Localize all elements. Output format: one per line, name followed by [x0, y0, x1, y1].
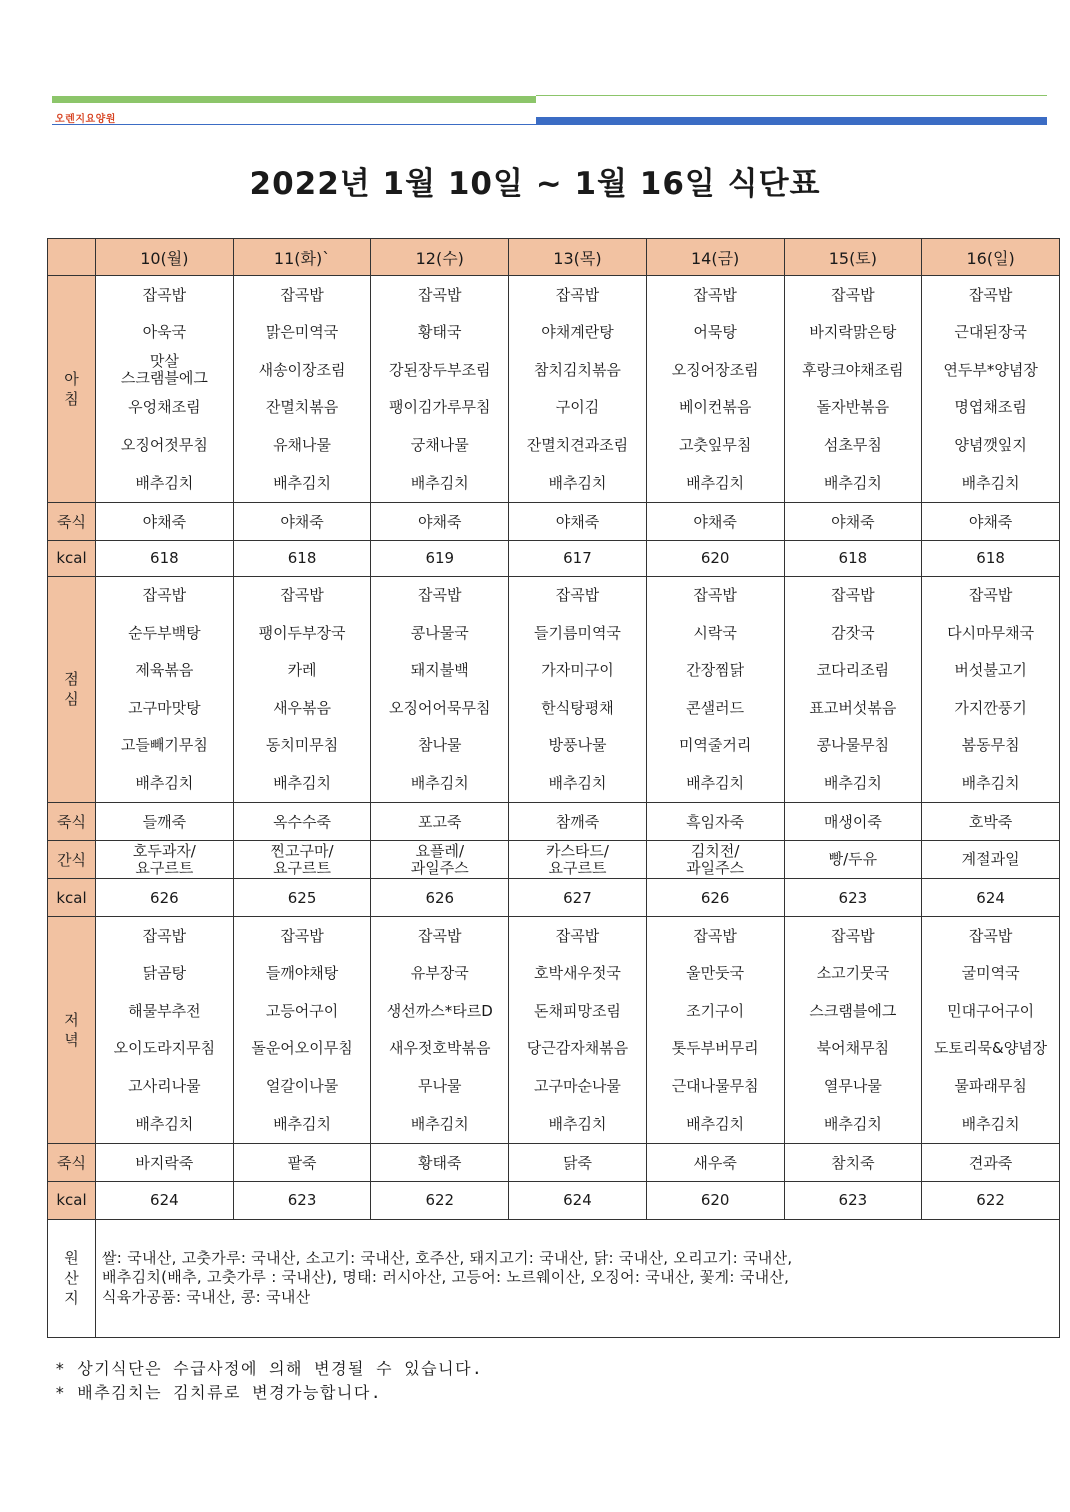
porridge-cell: 야채죽 — [646, 502, 784, 540]
lunch-kcal-row — [48, 879, 1060, 917]
menu-item: 배추김치 — [823, 473, 882, 492]
kcal-cell: 618 — [96, 540, 234, 576]
porridge-cell: 야채죽 — [784, 502, 922, 540]
menu-item: 가자미구이 — [541, 661, 614, 680]
meal-cell — [922, 917, 1060, 1144]
menu-item: 고춧잎무침 — [678, 435, 752, 454]
porridge-label: 죽식 — [48, 502, 96, 540]
menu-item: 굴미역국 — [961, 964, 1020, 983]
menu-item: 베이컨볶음 — [678, 398, 752, 417]
meal-cell — [509, 576, 647, 803]
meal-cell — [371, 917, 509, 1144]
porridge-cell: 야채죽 — [96, 502, 234, 540]
kcal-cell: 620 — [646, 1181, 784, 1219]
kcal-cell: 626 — [646, 879, 784, 917]
kcal-cell: 625 — [233, 879, 371, 917]
menu-item: 배추김치 — [273, 1114, 332, 1133]
menu-item: 잡곡밥 — [142, 285, 187, 304]
dinner-kcal-row — [48, 1181, 1060, 1219]
menu-item: 도토리묵&양념장 — [934, 1039, 1048, 1058]
menu-item: 잡곡밥 — [968, 926, 1013, 945]
menu-item: 배추김치 — [410, 1114, 469, 1133]
menu-item: 순두부백탕 — [128, 623, 201, 642]
menu-item: 잡곡밥 — [555, 926, 600, 945]
footnote: * 배추김치는 김치류로 변경가능합니다. — [55, 1383, 382, 1402]
menu-item: 배추김치 — [961, 1114, 1020, 1133]
header-blue-line — [52, 124, 536, 125]
kcal-cell: 620 — [646, 540, 784, 576]
porridge-label: 죽식 — [48, 1143, 96, 1181]
menu-item: 잡곡밥 — [418, 926, 462, 945]
meal-cell — [509, 917, 647, 1144]
kcal-cell: 626 — [96, 879, 234, 917]
day-header: 10(월) — [96, 239, 234, 276]
menu-item: 고구마맛탕 — [128, 698, 201, 717]
menu-item: 동치미무침 — [265, 736, 339, 755]
porridge-cell: 야채죽 — [233, 502, 371, 540]
menu-item: 돌운어오이무침 — [251, 1039, 353, 1058]
kcal-cell: 617 — [509, 540, 647, 576]
meal-cell — [922, 276, 1060, 503]
breakfast-label: 아 침 — [48, 276, 96, 503]
menu-item: 조기구이 — [686, 1001, 745, 1020]
menu-item: 카레 — [287, 661, 317, 680]
kcal-cell: 619 — [371, 540, 509, 576]
lunch-snack-row — [48, 841, 1060, 879]
meal-cell — [371, 576, 509, 803]
menu-item: 잡곡밥 — [418, 285, 462, 304]
meal-cell — [784, 576, 922, 803]
menu-item: 미역줄거리 — [678, 736, 752, 755]
menu-item: 돌자반볶음 — [816, 398, 890, 417]
menu-item: 배추김치 — [961, 473, 1020, 492]
meal-cell — [509, 276, 647, 503]
menu-item: 잡곡밥 — [968, 586, 1013, 605]
snack-cell: 계절과일 — [922, 841, 1060, 879]
origin-label: 원 산 지 — [48, 1219, 96, 1337]
snack-cell: 김치전/ 과일주스 — [646, 841, 784, 879]
meal-cell — [646, 276, 784, 503]
menu-item: 돈채피망조림 — [533, 1001, 621, 1020]
dinner-label: 저 녁 — [48, 917, 96, 1144]
menu-item: 배추김치 — [410, 774, 469, 793]
menu-item: 콩나물국 — [410, 623, 469, 642]
porridge-cell: 바지락죽 — [96, 1143, 234, 1181]
porridge-cell: 참깨죽 — [509, 803, 647, 841]
menu-item: 배추김치 — [548, 774, 607, 793]
menu-item: 잡곡밥 — [831, 926, 875, 945]
menu-item: 유채나물 — [273, 435, 332, 454]
meal-cell — [233, 576, 371, 803]
menu-item: 해물부추전 — [128, 1001, 201, 1020]
menu-item: 배추김치 — [686, 774, 745, 793]
menu-item: 잡곡밥 — [280, 926, 324, 945]
menu-item: 명엽채조림 — [954, 398, 1027, 417]
porridge-cell: 야채죽 — [922, 502, 1060, 540]
menu-item: 팽이두부장국 — [258, 623, 346, 642]
menu-item: 간장찜닭 — [686, 661, 745, 680]
meal-cell — [233, 917, 371, 1144]
menu-item: 잡곡밥 — [693, 926, 737, 945]
porridge-cell: 견과죽 — [922, 1143, 1060, 1181]
kcal-label: kcal — [48, 879, 96, 917]
menu-item: 북어채무침 — [816, 1039, 890, 1058]
menu-item: 배추김치 — [823, 1114, 882, 1133]
kcal-cell: 623 — [233, 1181, 371, 1219]
kcal-cell: 624 — [509, 1181, 647, 1219]
porridge-cell: 닭죽 — [509, 1143, 647, 1181]
breakfast-row — [48, 276, 1060, 503]
menu-item: 닭곰탕 — [142, 964, 187, 983]
menu-item: 물파래무침 — [954, 1077, 1027, 1096]
menu-item: 다시마무채국 — [947, 623, 1035, 642]
menu-item: 봄동무침 — [961, 736, 1020, 755]
menu-item: 야채계란탕 — [541, 323, 614, 342]
menu-item: 잡곡밥 — [142, 926, 187, 945]
menu-item: 오징어어묵무침 — [389, 698, 491, 717]
menu-item: 구이김 — [555, 398, 600, 417]
corner-cell — [48, 239, 96, 276]
menu-item: 열무나물 — [823, 1077, 882, 1096]
menu-item: 팽이김가루무침 — [389, 398, 491, 417]
meal-cell — [646, 576, 784, 803]
page-title: 2022년 1월 10일 ~ 1월 16일 식단표 — [249, 166, 821, 202]
day-header-row — [48, 239, 1060, 276]
menu-item: 방풍나물 — [548, 736, 607, 755]
menu-item: 황태국 — [418, 323, 462, 342]
meal-cell — [646, 917, 784, 1144]
meal-cell — [96, 917, 234, 1144]
menu-item: 오징어장조림 — [671, 360, 759, 379]
menu-item: 가지깐풍기 — [954, 698, 1027, 717]
origin-row — [48, 1219, 1060, 1337]
snack-label: 간식 — [48, 841, 96, 879]
snack-cell: 빵/두유 — [784, 841, 922, 879]
menu-item: 참치김치볶음 — [533, 360, 621, 379]
porridge-cell: 새우죽 — [646, 1143, 784, 1181]
lunch-label: 점 심 — [48, 576, 96, 803]
menu-item: 콩나물무침 — [816, 736, 890, 755]
meal-cell — [784, 917, 922, 1144]
snack-cell: 찐고구마/ 요구르트 — [233, 841, 371, 879]
menu-item: 강된장두부조림 — [389, 360, 491, 379]
day-header: 12(수) — [371, 239, 509, 276]
kcal-label: kcal — [48, 1181, 96, 1219]
menu-item: 배추김치 — [548, 473, 607, 492]
menu-item: 콘샐러드 — [686, 698, 745, 717]
menu-item: 고사리나물 — [128, 1077, 201, 1096]
snack-cell: 요플레/ 과일주스 — [371, 841, 509, 879]
menu-item: 고등어구이 — [265, 1001, 339, 1020]
meal-cell — [784, 276, 922, 503]
menu-item: 들깨야채탕 — [265, 964, 339, 983]
meal-cell — [922, 576, 1060, 803]
menu-item: 맛살 스크램블에그 — [120, 352, 208, 387]
snack-cell: 호두과자/ 요구르트 — [96, 841, 234, 879]
porridge-cell: 옥수수죽 — [233, 803, 371, 841]
day-header: 13(목) — [509, 239, 647, 276]
meal-cell — [371, 276, 509, 503]
menu-item: 잡곡밥 — [280, 586, 324, 605]
menu-item: 새우볶음 — [273, 698, 332, 717]
menu-item: 맑은미역국 — [265, 323, 339, 342]
menu-item: 궁채나물 — [410, 435, 469, 454]
porridge-cell: 들깨죽 — [96, 803, 234, 841]
menu-item: 배추김치 — [686, 1114, 745, 1133]
menu-item: 생선까스*타르D — [386, 1001, 493, 1020]
header-blue-bar — [536, 117, 1047, 125]
menu-item: 감잣국 — [831, 623, 875, 642]
footnotes — [55, 1357, 483, 1405]
menu-item: 양념깻잎지 — [954, 435, 1027, 454]
menu-item: 한식탕평채 — [541, 698, 614, 717]
menu-item: 잡곡밥 — [142, 586, 187, 605]
kcal-cell: 623 — [784, 1181, 922, 1219]
menu-item: 잡곡밥 — [280, 285, 324, 304]
lunch-row — [48, 576, 1060, 803]
menu-item: 배추김치 — [135, 1114, 194, 1133]
day-header: 11(화)` — [233, 239, 371, 276]
kcal-cell: 624 — [922, 879, 1060, 917]
menu-item: 어묵탕 — [693, 323, 737, 342]
menu-item: 잡곡밥 — [555, 586, 600, 605]
porridge-cell: 참치죽 — [784, 1143, 922, 1181]
menu-item: 잡곡밥 — [831, 586, 875, 605]
menu-item: 표고버섯볶음 — [809, 698, 897, 717]
menu-item: 돼지불백 — [410, 661, 469, 680]
lunch-porridge-row — [48, 803, 1060, 841]
menu-item: 배추김치 — [686, 473, 745, 492]
porridge-label: 죽식 — [48, 803, 96, 841]
snack-cell: 카스타드/ 요구르트 — [509, 841, 647, 879]
menu-item: 호박새우젓국 — [533, 964, 621, 983]
day-header: 15(토) — [784, 239, 922, 276]
porridge-cell: 황태죽 — [371, 1143, 509, 1181]
menu-item: 톳두부버무리 — [671, 1039, 759, 1058]
kcal-cell: 618 — [233, 540, 371, 576]
meal-cell — [233, 276, 371, 503]
kcal-label: kcal — [48, 540, 96, 576]
menu-item: 참나물 — [418, 736, 462, 755]
menu-item: 고들빼기무침 — [120, 736, 208, 755]
kcal-cell: 623 — [784, 879, 922, 917]
menu-item: 잡곡밥 — [693, 285, 737, 304]
menu-item: 연두부*양념장 — [943, 360, 1038, 379]
menu-item: 얼갈이나물 — [265, 1077, 339, 1096]
day-header: 16(일) — [922, 239, 1060, 276]
porridge-cell: 야채죽 — [371, 502, 509, 540]
menu-item: 당근감자채볶음 — [526, 1039, 629, 1058]
menu-item: 소고기뭇국 — [816, 964, 890, 983]
menu-item: 근대된장국 — [954, 323, 1027, 342]
meal-plan-table — [47, 238, 1060, 1338]
menu-item: 무나물 — [418, 1077, 462, 1096]
menu-item: 배추김치 — [823, 774, 882, 793]
menu-item: 배추김치 — [135, 774, 194, 793]
menu-item: 잡곡밥 — [555, 285, 600, 304]
menu-item: 후랑크야채조림 — [802, 360, 904, 379]
menu-item: 들기름미역국 — [533, 623, 621, 642]
header-green-line — [536, 95, 1047, 96]
kcal-cell: 618 — [784, 540, 922, 576]
menu-item: 코다리조림 — [816, 661, 890, 680]
menu-item: 새송이장조림 — [258, 360, 346, 379]
menu-item: 잔멸치견과조림 — [526, 435, 629, 454]
menu-item: 오이도라지무침 — [113, 1039, 216, 1058]
menu-item: 잔멸치볶음 — [265, 398, 339, 417]
menu-item: 배추김치 — [273, 774, 332, 793]
porridge-cell: 야채죽 — [509, 502, 647, 540]
menu-item: 우엉채조림 — [128, 398, 201, 417]
breakfast-kcal-row — [48, 540, 1060, 576]
menu-item: 배추김치 — [410, 473, 469, 492]
menu-item: 섬초무침 — [823, 435, 882, 454]
porridge-cell: 매생이죽 — [784, 803, 922, 841]
menu-item: 잡곡밥 — [693, 586, 737, 605]
menu-item: 잡곡밥 — [418, 586, 462, 605]
menu-item: 고구마순나물 — [533, 1077, 621, 1096]
menu-item: 시락국 — [693, 623, 737, 642]
menu-item: 버섯불고기 — [954, 661, 1027, 680]
menu-item: 배추김치 — [961, 774, 1020, 793]
day-header: 14(금) — [646, 239, 784, 276]
menu-item: 아욱국 — [142, 323, 187, 342]
kcal-cell: 622 — [371, 1181, 509, 1219]
dinner-row — [48, 917, 1060, 1144]
menu-item: 배추김치 — [548, 1114, 607, 1133]
menu-item: 배추김치 — [135, 473, 194, 492]
porridge-cell: 팥죽 — [233, 1143, 371, 1181]
menu-item: 새우젓호박볶음 — [389, 1039, 491, 1058]
dinner-porridge-row — [48, 1143, 1060, 1181]
kcal-cell: 622 — [922, 1181, 1060, 1219]
breakfast-porridge-row — [48, 502, 1060, 540]
kcal-cell: 618 — [922, 540, 1060, 576]
meal-cell — [96, 576, 234, 803]
menu-item: 근대나물무침 — [671, 1077, 759, 1096]
porridge-cell: 흑임자죽 — [646, 803, 784, 841]
menu-item: 울만둣국 — [686, 964, 745, 983]
menu-item: 오징어젓무침 — [120, 435, 208, 454]
origin-text: 쌀: 국내산, 고춧가루: 국내산, 소고기: 국내산, 호주산, 돼지고기: 국내산, 닭: 국내산, 오리고기: 국내산, 배추김치(배추, 고춧가루 : 국내산), 명태: 러시아산, 고등어: 노르웨이산, 오징어: 국내산, 꽃게: 국내산, 식육가공품: 국내산, 콩: 국내산 — [96, 1219, 1060, 1337]
porridge-cell: 호박죽 — [922, 803, 1060, 841]
menu-item: 바지락맑은탕 — [809, 323, 897, 342]
menu-item: 잡곡밥 — [968, 285, 1013, 304]
logo-text: 오렌지요양원 — [55, 114, 116, 125]
menu-item: 제육볶음 — [135, 661, 194, 680]
menu-item: 배추김치 — [273, 473, 332, 492]
kcal-cell: 626 — [371, 879, 509, 917]
meal-cell — [96, 276, 234, 503]
kcal-cell: 624 — [96, 1181, 234, 1219]
menu-item: 민대구어구이 — [947, 1001, 1035, 1020]
footnote: * 상기식단은 수급사정에 의해 변경될 수 있습니다. — [55, 1359, 484, 1378]
header-green-bar — [52, 96, 536, 103]
menu-item: 잡곡밥 — [831, 285, 875, 304]
menu-item: 스크램블에그 — [809, 1001, 897, 1020]
kcal-cell: 627 — [509, 879, 647, 917]
porridge-cell: 포고죽 — [371, 803, 509, 841]
menu-item: 유부장국 — [410, 964, 469, 983]
